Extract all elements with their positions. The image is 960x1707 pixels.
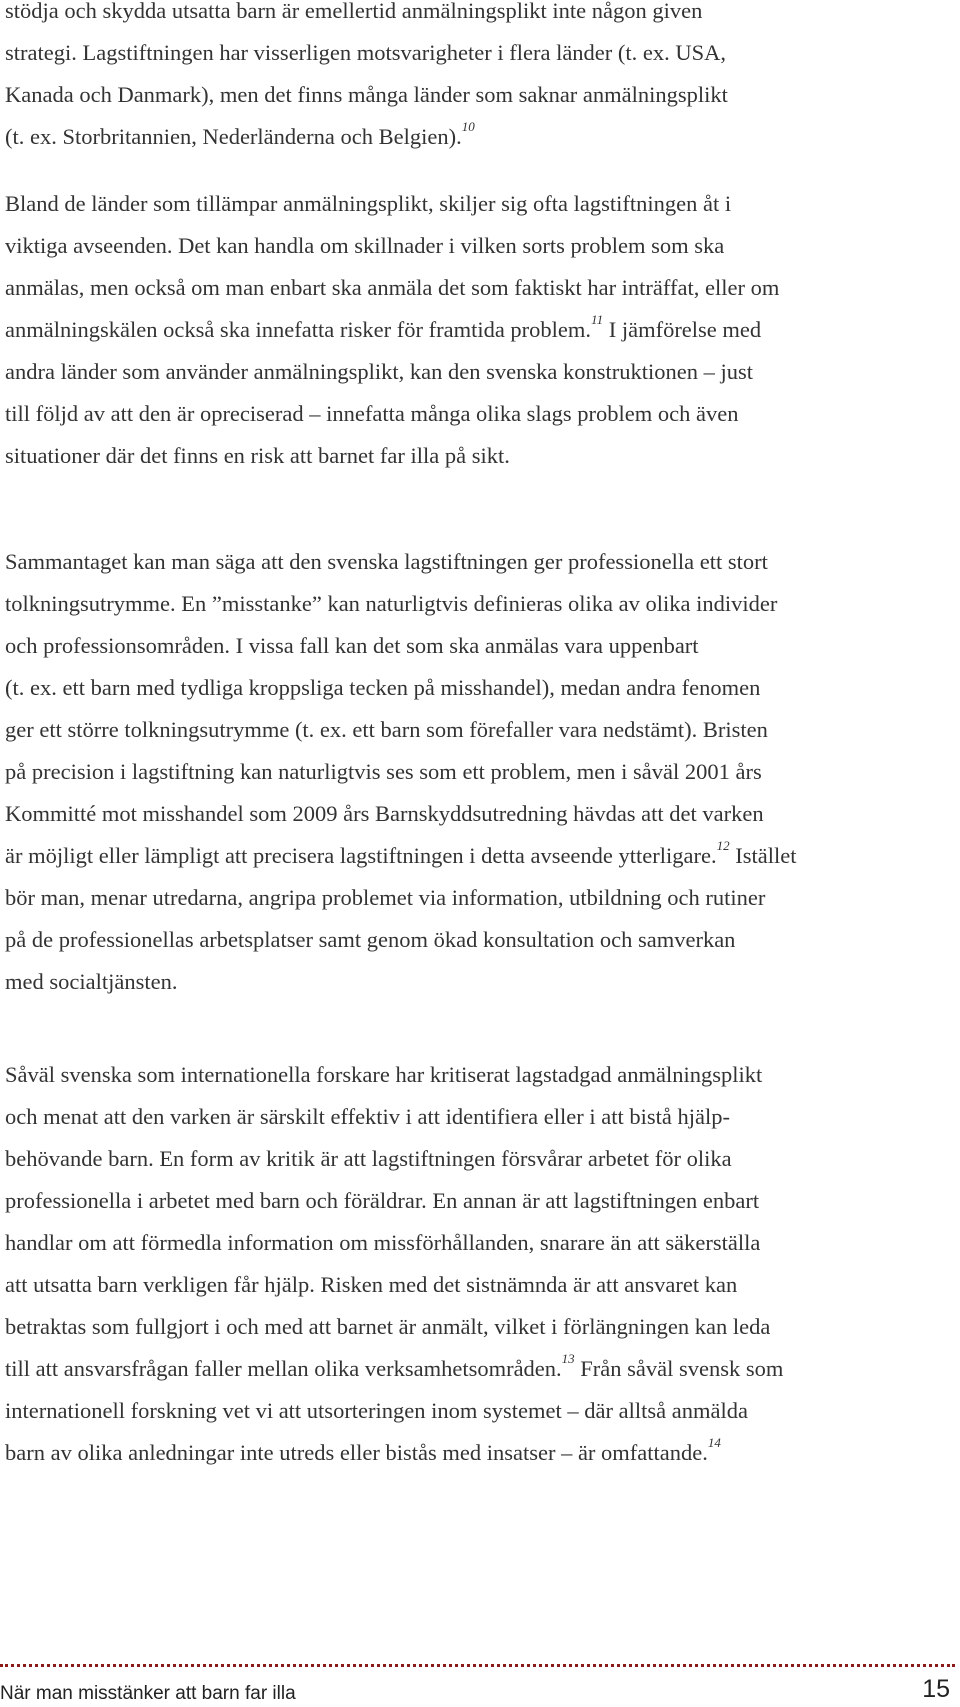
text-run: barn av olika anledningar inte utreds eller bistås med insatser – är omfattande. — [5, 1440, 708, 1465]
text-line — [5, 541, 955, 583]
text-run: med socialtjänsten. — [5, 969, 178, 994]
text-run: på precision i lagstiftning kan naturligtvis ses som ett problem, men i såväl 2001 års — [5, 759, 762, 784]
text-line — [5, 793, 955, 835]
text-run: och menat att den varken är särskilt effektiv i att identifiera eller i att bistå hjälp- — [5, 1104, 730, 1129]
text-line — [5, 1306, 955, 1348]
text-run: anmälningskälen också ska innefatta risker för framtida problem. — [5, 317, 592, 342]
footnote-reference: 12 — [716, 838, 730, 853]
footer-dotted-rule — [0, 1664, 955, 1667]
text-run: tolkningsutrymme. En ”misstanke” kan naturligtvis definieras olika av olika individer — [5, 591, 778, 616]
text-line — [5, 1432, 955, 1474]
paragraph — [5, 0, 955, 158]
text-line — [5, 1390, 955, 1432]
text-run: (t. ex. Storbritannien, Nederländerna och Belgien). — [5, 124, 462, 149]
text-line — [5, 393, 955, 435]
text-line — [5, 267, 955, 309]
text-line — [5, 435, 955, 477]
text-line — [5, 74, 955, 116]
text-run: I jämförelse med — [603, 317, 762, 342]
page-number: 15 — [922, 1675, 950, 1703]
text-run: behövande barn. En form av kritik är att lagstiftningen försvårar arbetet för olika — [5, 1146, 732, 1171]
paragraph — [5, 1054, 955, 1474]
text-run: stödja och skydda utsatta barn är emellertid anmälningsplikt inte någon given — [5, 0, 703, 23]
text-line — [5, 1348, 955, 1390]
text-line — [5, 225, 955, 267]
text-run: professionella i arbetet med barn och föräldrar. En annan är att lagstiftningen enbart — [5, 1188, 760, 1213]
text-line — [5, 835, 955, 877]
text-line — [5, 1138, 955, 1180]
text-run: till följd av att den är opreciserad – innefatta många olika slags problem och även — [5, 401, 739, 426]
text-run: är möjligt eller lämpligt att precisera lagstiftningen i detta avseende ytterligare. — [5, 843, 717, 868]
text-line — [5, 919, 955, 961]
footnote-reference: 14 — [707, 1435, 721, 1450]
footnote-reference: 10 — [461, 119, 475, 134]
text-run: Bland de länder som tillämpar anmälningsplikt, skiljer sig ofta lagstiftningen åt i — [5, 191, 732, 216]
text-run: Sammantaget kan man säga att den svenska lagstiftningen ger professionella ett stort — [5, 549, 768, 574]
text-line — [5, 751, 955, 793]
text-run: anmälas, men också om man enbart ska anmäla det som faktiskt har inträffat, eller om — [5, 275, 780, 300]
text-line — [5, 1180, 955, 1222]
text-line — [5, 1054, 955, 1096]
text-run: Istället — [729, 843, 797, 868]
text-run: situationer där det finns en risk att barnet far illa på sikt. — [5, 443, 510, 468]
text-run: till att ansvarsfrågan faller mellan olika verksamhetsområden. — [5, 1356, 562, 1381]
text-run: Såväl svenska som internationella forskare har kritiserat lagstadgad anmälningsplikt — [5, 1062, 763, 1087]
text-line — [5, 667, 955, 709]
text-line — [5, 1264, 955, 1306]
text-line — [5, 116, 955, 158]
footer-title: När man misstänker att barn far illa — [0, 1683, 296, 1704]
text-run: betraktas som fullgjort i och med att barnet är anmält, vilket i förlängningen kan leda — [5, 1314, 771, 1339]
text-run: Kommitté mot misshandel som 2009 års Barnskyddsutredning hävdas att det varken — [5, 801, 764, 826]
text-run: på de professionellas arbetsplatser samt genom ökad konsultation och samverkan — [5, 927, 736, 952]
text-line — [5, 961, 955, 1003]
text-run: ger ett större tolkningsutrymme (t. ex. ett barn som förefaller vara nedstämt). Bristen — [5, 717, 768, 742]
footnote-reference: 13 — [561, 1351, 575, 1366]
text-run: strategi. Lagstiftningen har visserligen motsvarigheter i flera länder (t. ex. USA, — [5, 40, 727, 65]
text-line — [5, 32, 955, 74]
text-run: Från såväl svensk som — [574, 1356, 784, 1381]
text-line — [5, 877, 955, 919]
paragraph — [5, 183, 955, 477]
footnote-reference: 11 — [591, 312, 604, 327]
text-line — [5, 583, 955, 625]
text-run: att utsatta barn verkligen får hjälp. Risken med det sistnämnda är att ansvaret kan — [5, 1272, 738, 1297]
text-line — [5, 351, 955, 393]
text-line — [5, 625, 955, 667]
text-line — [5, 309, 955, 351]
text-run: Kanada och Danmark), men det finns många länder som saknar anmälningsplikt — [5, 82, 728, 107]
text-run: och professionsområden. I vissa fall kan det som ska anmälas vara uppenbart — [5, 633, 699, 658]
text-run: (t. ex. ett barn med tydliga kroppsliga tecken på misshandel), medan andra fenomen — [5, 675, 761, 700]
text-line — [5, 709, 955, 751]
paragraph — [5, 541, 955, 1003]
text-run: viktiga avseenden. Det kan handla om skillnader i vilken sorts problem som ska — [5, 233, 725, 258]
text-run: internationell forskning vet vi att utsorteringen inom systemet – där alltså anmälda — [5, 1398, 748, 1423]
text-run: andra länder som använder anmälningsplikt, kan den svenska konstruktionen – just — [5, 359, 753, 384]
text-run: bör man, menar utredarna, angripa problemet via information, utbildning och rutiner — [5, 885, 766, 910]
text-line — [5, 0, 955, 32]
text-run: handlar om att förmedla information om missförhållanden, snarare än att säkerställa — [5, 1230, 761, 1255]
text-line — [5, 183, 955, 225]
text-line — [5, 1096, 955, 1138]
text-line — [5, 1222, 955, 1264]
